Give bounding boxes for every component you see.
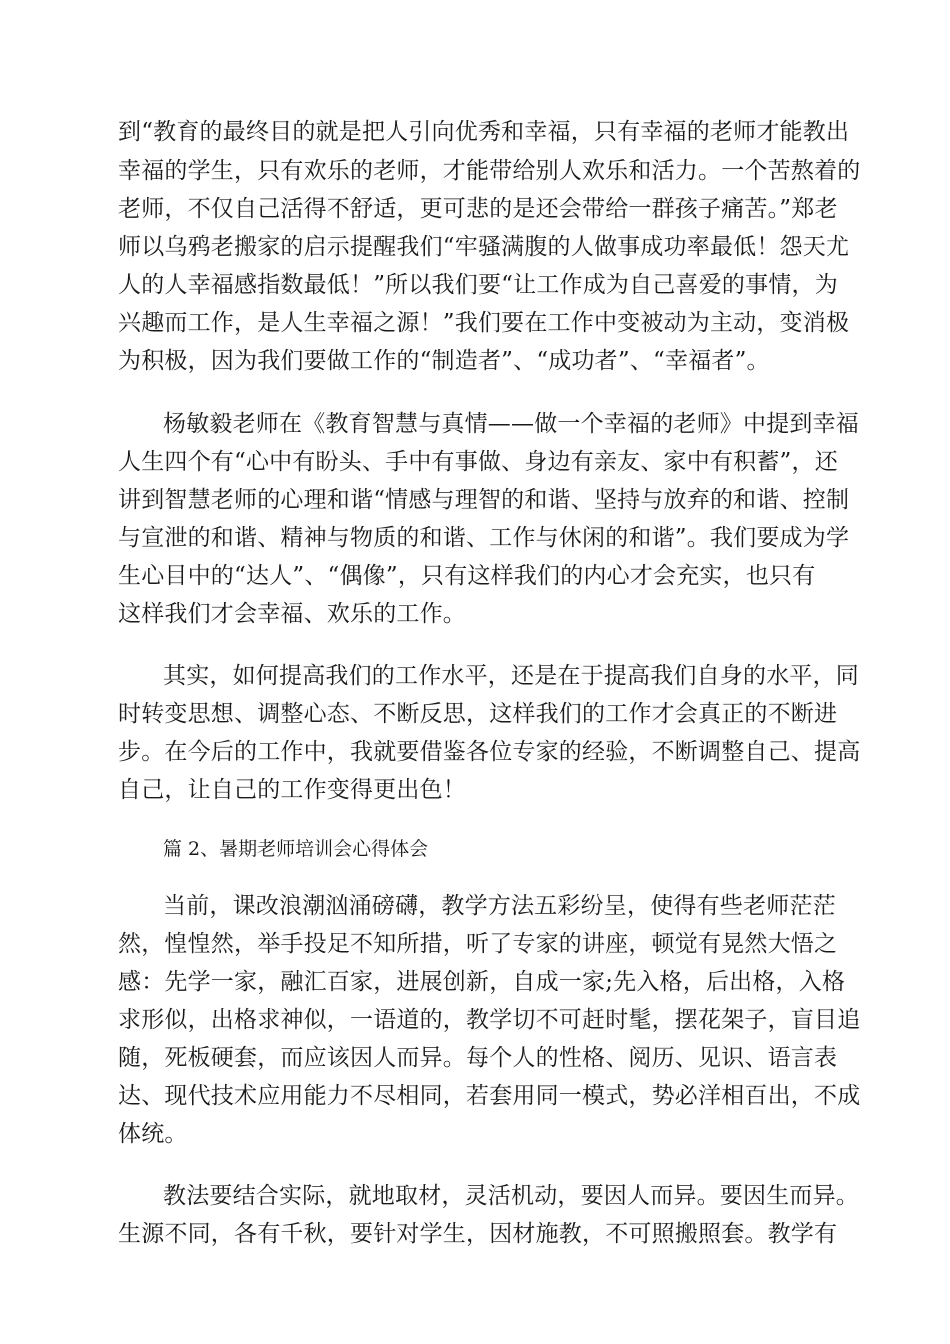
text-line: 其实，如何提高我们的工作水平，还是在于提高我们自身的水平，同 — [163, 663, 859, 689]
text-line: 生源不同，各有千秋，要针对学生，因材施教，不可照搬照套。教学有 — [118, 1221, 838, 1247]
text-line: 人生四个有“心中有盼头、手中有事做、身边有亲友、家中有积蓄”，还 — [118, 449, 838, 475]
text-line: 到“教育的最终目的就是把人引向优秀和幸福，只有幸福的老师才能教出 — [118, 119, 850, 145]
text-line: 达、现代技术应用能力不尽相同，若套用同一模式，势必洋相百出，不成 — [118, 1083, 861, 1109]
section-heading: 篇 2、暑期老师培训会心得体会 — [163, 838, 429, 860]
text-line: 体统。 — [118, 1121, 188, 1147]
text-line: 兴趣而工作，是人生幸福之源！”我们要在工作中变被动为主动，变消极 — [118, 310, 850, 336]
text-line: 随，死板硬套，而应该因人而异。每个人的性格、阅历、见识、语言表 — [118, 1045, 838, 1071]
text-line: 幸福的学生，只有欢乐的老师，才能带给别人欢乐和活力。一个苦熬着的 — [118, 158, 861, 184]
text-line: 生心目中的“达人”、“偶像”，只有这样我们的内心才会充实，也只有 — [118, 563, 816, 589]
text-line: 求形似，出格求神似，一语道的，教学切不可赶时髦，摆花架子，盲目追 — [118, 1007, 861, 1033]
text-line: 与宣泄的和谐、精神与物质的和谐、工作与休闲的和谐”。我们要成为学 — [118, 525, 850, 551]
text-line: 人的人幸福感指数最低！”所以我们要“让工作成为自己喜爱的事情，为 — [118, 272, 838, 298]
text-line: 感：先学一家，融汇百家，进展创新，自成一家;先入格，后出格，入格 — [118, 969, 846, 995]
text-line: 老师，不仅自己活得不舒适，更可悲的是还会带给一群孩子痛苦。”郑老 — [118, 196, 838, 222]
text-line: 然，惶惶然，举手投足不知所措，听了专家的讲座，顿觉有晃然大悟之 — [118, 931, 838, 957]
text-line: 杨敏毅老师在《教育智慧与真情——做一个幸福的老师》中提到幸福 — [163, 411, 859, 437]
text-line: 自己，让自己的工作变得更出色！ — [118, 777, 466, 803]
text-line: 为积极，因为我们要做工作的“制造者”、“成功者”、“幸福者”。 — [118, 348, 770, 374]
text-line: 步。在今后的工作中，我就要借鉴各位专家的经验，不断调整自己、提高 — [118, 739, 861, 765]
text-line: 这样我们才会幸福、欢乐的工作。 — [118, 601, 466, 627]
text-line: 当前，课改浪潮汹涌磅礴，教学方法五彩纷呈，使得有些老师茫茫 — [163, 893, 836, 919]
text-line: 教法要结合实际，就地取材，灵活机动，要因人而异。要因生而异。 — [163, 1183, 859, 1209]
text-line: 讲到智慧老师的心理和谐“情感与理智的和谐、坚持与放弃的和谐、控制 — [118, 487, 850, 513]
text-line: 师以乌鸦老搬家的启示提醒我们“牢骚满腹的人做事成功率最低！怨天尤 — [118, 234, 850, 260]
text-line: 时转变思想、调整心态、不断反思，这样我们的工作才会真正的不断进 — [118, 701, 838, 727]
